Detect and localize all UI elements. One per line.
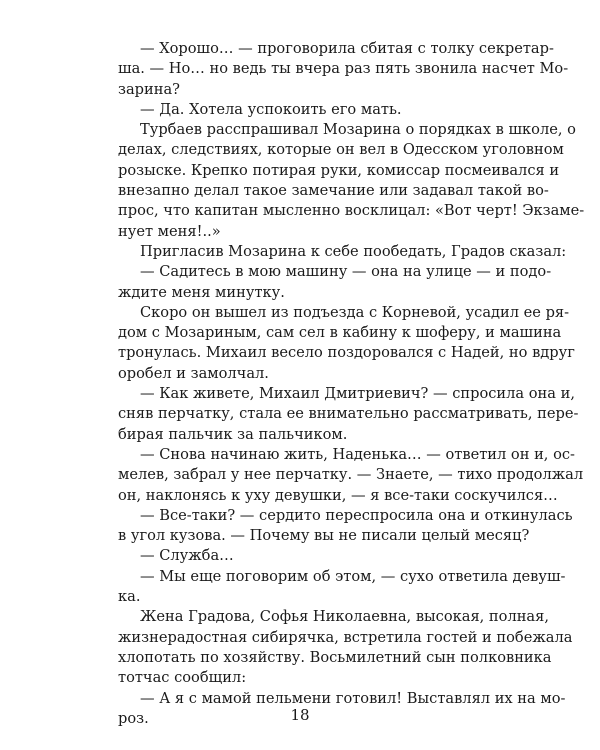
text-line: Скоро он вышел из подъезда с Корневой, усадил ее ря- xyxy=(140,303,570,321)
text-line: Жена Градова, Софья Николаевна, высокая, полная, xyxy=(140,608,549,626)
text-line: — Мы еще поговорим об этом, — сухо ответила девуш- xyxy=(140,567,566,585)
text-line: ждите меня минутку. xyxy=(118,283,285,301)
text-line: — Да. Хотела успокоить его мать. xyxy=(140,100,402,118)
text-line: мелев, забрал у нее перчатку. — Знаете, — тихо продолжал xyxy=(118,466,584,484)
text-line: делах, следствиях, которые он вел в Одесском уголовном xyxy=(118,141,564,159)
text-line: сняв перчатку, стала ее внимательно рассматривать, пере- xyxy=(118,405,579,423)
text-line: дом с Мозариным, сам сел в кабину к шоферу, и машина xyxy=(118,324,562,342)
text-line: розыске. Крепко потирая руки, комиссар посмеивался и xyxy=(118,161,560,179)
text-line: тотчас сообщил: xyxy=(118,669,247,687)
text-line: оробел и замолчал. xyxy=(118,364,269,382)
text-line: Пригласив Мозарина к себе пообедать, Градов сказал: xyxy=(140,242,567,260)
text-line: — А я с мамой пельмени готовил! Выставлял их на мо- xyxy=(140,689,566,707)
text-line: жизнерадостная сибирячка, встретила гостей и побежала xyxy=(118,628,573,646)
text-line: ша. — Но… но ведь ты вчера раз пять звонила насчет Мо- xyxy=(118,60,569,78)
body-text xyxy=(118,39,585,729)
text-line: зарина? xyxy=(118,80,180,98)
text-line: — Снова начинаю жить, Наденька… — ответил он и, ос- xyxy=(140,445,575,463)
text-line: роз. xyxy=(118,709,149,727)
text-line: внезапно делал такое замечание или задавал такой во- xyxy=(118,182,549,200)
text-line: — Садитесь в мою машину — она на улице — и подо- xyxy=(140,263,552,281)
text-line: — Все-таки? — сердито переспросила она и откинулась xyxy=(140,506,573,524)
text-line: Турбаев расспрашивал Мозарина о порядках в школе, о xyxy=(140,121,576,139)
text-line: — Служба… xyxy=(140,547,234,565)
text-line: он, наклонясь к уху девушки, — я все-таки соскучился… xyxy=(118,486,558,504)
text-line: в угол кузова. — Почему вы не писали целый месяц? xyxy=(118,527,530,545)
text-line: хлопотать по хозяйству. Восьмилетний сын полковника xyxy=(118,648,552,666)
text-line: ка. xyxy=(118,588,141,606)
text-line: бирая пальчик за пальчиком. xyxy=(118,425,348,443)
text-line: тронулась. Михаил весело поздоровался с Надей, но вдруг xyxy=(118,344,575,362)
text-line: — Как живете, Михаил Дмитриевич? — спросила она и, xyxy=(140,385,575,403)
text-line: — Хорошо… — проговорила сбитая с толку секретар- xyxy=(140,40,554,57)
page-number: 18 xyxy=(290,706,310,724)
text-line: прос, что капитан мысленно восклицал: «Вот черт! Экзаме- xyxy=(118,202,585,220)
text-line: нует меня!..» xyxy=(118,222,221,240)
